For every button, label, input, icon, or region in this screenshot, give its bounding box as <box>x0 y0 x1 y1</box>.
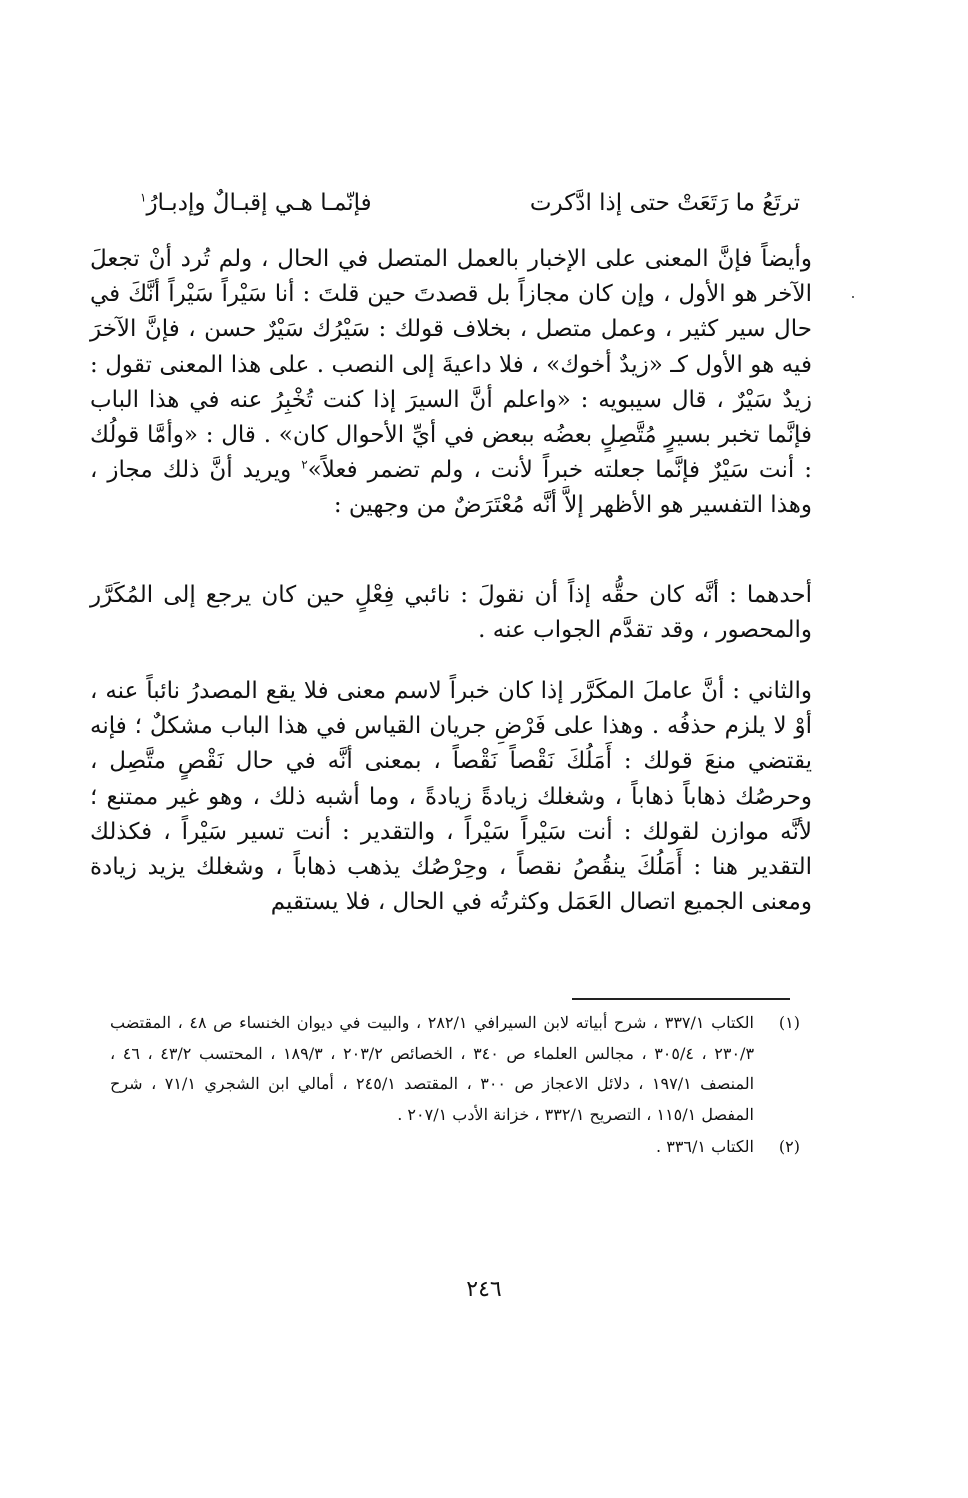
verse-first-hemistich: ترتَعُ ما رَتَعَتْ حتى إذا ادَّكرت <box>529 190 800 216</box>
footnote-reference: ١ <box>140 190 147 205</box>
poetry-verse <box>140 183 800 223</box>
body-paragraph-1 <box>90 242 812 524</box>
footnotes <box>110 1008 800 1165</box>
footnote-reference: ٢ <box>301 457 308 472</box>
body-paragraph-3: والثاني : أنَّ عاملَ المكَرَّر إذا كان خبراً لاسم معنى فلا يقع المصدرُ نائباً عنه ، أوْ لا يلزم حذفُه . وهذا على فَرْضِ جريان القياس في هذا الباب مشكلٌ ؛ فإنه يقتضي منعَ قولك : أَمَلُكَ نَقْصاً نَقْصاً ، بمعنى أنَّه في حال نَقْصٍ متَّصِل ، وحرصُك ذهاباً ذهاباً ، وشغلك زيادةً زيادةً ، وما أشبه ذلك ، وهو غير ممتنع ؛ لأنَّه موازن لقولك : أنت سَيْراً سَيْراً ، والتقدير : أنت تسير سَيْراً ، فكذلك التقدير هنا : أَمَلُكَ ينقُصُ نقصاً ، وحِرْصُك يذهب ذهاباً ، وشغلك يزيد زيادة ومعنى الجميع اتصال العَمَل وكثرتُه في الحال ، فلا يستقيم <box>90 678 812 916</box>
footnote-text: الكتاب ٣٣٦/١ . <box>656 1137 754 1156</box>
paragraph-1-text: وأيضاً فإنَّ المعنى على الإخبار بالعمل المتصل في الحال ، ولم تُرد أنْ تجعلَ الآخر هو الأول ، وإن كان مجازاً بل قصدتَ حين قلتَ : أنا سَيْراً سَيْراً أنَّكَ في حال سير كثير ، وعمل متصل ، بخلاف قولك : سَيْرُك سَيْرٌ حسن ، فإنَّ الآخرَ فيه هو الأول كـ «زيدٌ أخوك» ، فلا داعيةَ إلى النصب . على هذا المعنى تقول : زيدٌ سَيْرٌ ، قال سيبويه : «واعلم أنَّ السيرَ إذا كنت تُخْبِرُ عنه في هذا الباب فإنَّما تخبر بسيرٍ مُتَّصِلٍ بعضُه ببعض في أيِّ الأحوال كان» . قال : «وأمَّا قولُك : أنت سَيْرٌ فإنَّما جعلته خبراً لأنت ، ولم تضمر فعلاً» <box>90 246 812 484</box>
footnote-1 <box>110 1008 800 1130</box>
page-number: ٢٤٦ <box>466 1277 502 1302</box>
footnote-2 <box>110 1132 800 1163</box>
footnote-text: الكتاب ٣٣٧/١ ، شرح أبياته لابن السيرافي ٢٨٢/١ ، والبيت في ديوان الخنساء ص ٤٨ ، المقتضب ٢٣٠/٣ ، ٣٠٥/٤ ، مجالس العلماء ص ٣٤٠ ، الخصائص ٢٠٣/٢ ، ١٨٩/٣ ، المحتسب ٤٣/٢ ، ٤٦ ، المنصف ١٩٧/١ ، دلائل الاعجاز ص ٣٠٠ ، المقتصد ٢٤٥/١ ، أمالي ابن الشجري ٧١/١ ، شرح المفصل ١١٥/١ ، التصريح ٣٣٢/١ ، خزانة الأدب ٢٠٧/١ . <box>110 1013 755 1124</box>
footnote-number: (١) <box>778 1013 800 1032</box>
paragraph-1-continuation: ويريد أنَّ ذلك مجاز ، وهذا التفسير هو الأظهر إلاَّ أنَّه مُعْتَرَضٌ من وجهين : <box>90 457 812 519</box>
verse-second-hemistich: فإنّمـا هـي إقبـالٌ وإدبـارُ$^١$ <box>140 190 372 216</box>
footnote-number: (٢) <box>778 1137 800 1156</box>
footnote-separator <box>572 998 790 1000</box>
margin-mark <box>852 296 854 298</box>
body-paragraph-2: أحدهما : أنَّه كان حقُّه إذاً أن نقولَ : نائبي فِعْلٍ حين كان يرجع إلى المُكَرَّر والمحصور ، وقد تقدَّم الجواب عنه . <box>90 582 812 644</box>
